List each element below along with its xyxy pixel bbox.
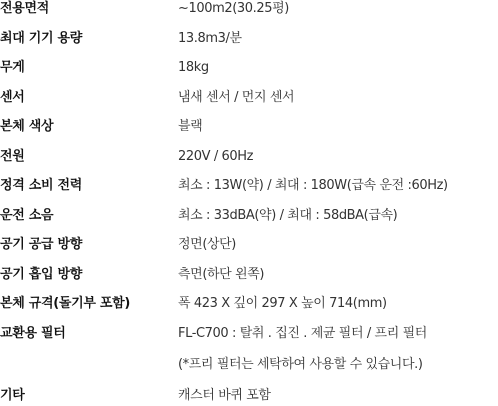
spec-label: 정격 소비 전력 bbox=[0, 178, 82, 193]
spec-label: 공기 공급 방향 bbox=[0, 237, 82, 252]
spec-value: 18kg bbox=[178, 60, 209, 75]
spec-label: 기타 bbox=[0, 388, 25, 403]
spec-label: 교환용 필터 bbox=[0, 326, 66, 341]
spec-value: 최소 : 13W(약) / 최대 : 180W(급속 운전 :60Hz) bbox=[178, 178, 448, 193]
spec-value: 측면(하단 왼쪽) bbox=[178, 267, 265, 282]
spec-label: 전용면적 bbox=[0, 1, 50, 16]
spec-value: 냄새 센서 / 먼지 센서 bbox=[178, 90, 295, 105]
spec-label: 무게 bbox=[0, 60, 25, 75]
spec-value: ~100m2(30.25평) bbox=[178, 1, 289, 16]
spec-value: 캐스터 바퀴 포함 bbox=[178, 388, 271, 403]
spec-label: 공기 흡입 방향 bbox=[0, 267, 82, 282]
spec-value: 정면(상단) bbox=[178, 237, 236, 252]
spec-value: 최소 : 33dBA(약) / 최대 : 58dBA(급속) bbox=[178, 208, 398, 223]
spec-label: 센서 bbox=[0, 90, 25, 105]
spec-value: FL-C700 : 탈취 . 집진 . 제균 필터 / 프리 필터 bbox=[178, 326, 427, 341]
filter-note: (*프리 필터는 세탁하여 사용할 수 있습니다.) bbox=[178, 357, 423, 372]
spec-label: 최대 기기 용량 bbox=[0, 31, 82, 46]
spec-label: 본체 규격(돌기부 포함) bbox=[0, 296, 131, 311]
spec-label: 운전 소음 bbox=[0, 208, 54, 223]
spec-label: 본체 색상 bbox=[0, 119, 54, 134]
spec-value: 13.8m3/분 bbox=[178, 31, 242, 46]
spec-value: 폭 423 X 깊이 297 X 높이 714(mm) bbox=[178, 296, 387, 311]
spec-value: 220V / 60Hz bbox=[178, 149, 254, 164]
spec-label: 전원 bbox=[0, 149, 25, 164]
spec-value: 블랙 bbox=[178, 119, 203, 134]
